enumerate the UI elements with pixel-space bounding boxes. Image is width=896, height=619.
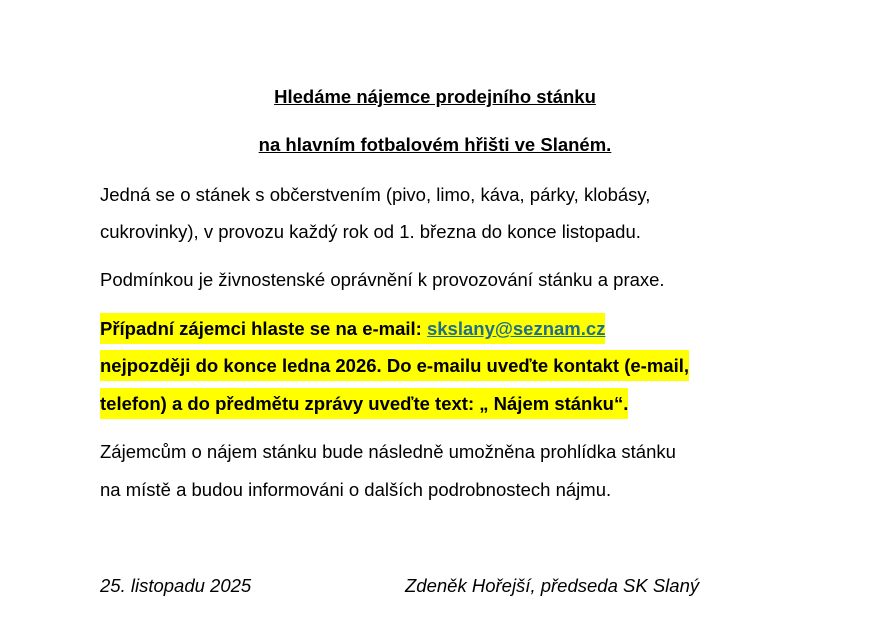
body-text: Jedná se o stánek s občerstvením (pivo, limo, káva, párky, klobásy, xyxy=(100,184,651,205)
body-text: Zájemcům o nájem stánku bude následně umožněna prohlídka stánku xyxy=(100,441,676,462)
email-link[interactable]: skslany@seznam.cz xyxy=(426,318,606,339)
highlighted-line xyxy=(100,318,605,340)
heading-line-1: Hledáme nájemce prodejního stánku xyxy=(274,86,596,107)
body-text: cukrovinky), v provozu každý rok od 1. března do konce listopadu. xyxy=(100,221,641,242)
body-text: Podmínkou je živnostenské oprávnění k provozování stánku a praxe. xyxy=(100,269,665,290)
heading-line-2: na hlavním fotbalovém hřišti ve Slaném. xyxy=(258,134,612,155)
highlighted-line xyxy=(100,393,628,415)
highlighted-text: nejpozději do konce ledna 2026. Do e-mailu uveďte kontakt (e-mail, xyxy=(100,350,689,381)
highlighted-line xyxy=(100,355,689,377)
highlighted-text: Případní zájemci hlaste se na e-mail: xyxy=(100,318,427,339)
footer-signature: Zdeněk Hořejší, předseda SK Slaný xyxy=(405,575,700,596)
highlighted-text: telefon) a do předmětu zprávy uveďte text: „ Nájem stánku“. xyxy=(100,388,628,419)
footer-date: 25. listopadu 2025 xyxy=(100,575,252,596)
body-text: na místě a budou informováni o dalších podrobnostech nájmu. xyxy=(100,479,612,500)
